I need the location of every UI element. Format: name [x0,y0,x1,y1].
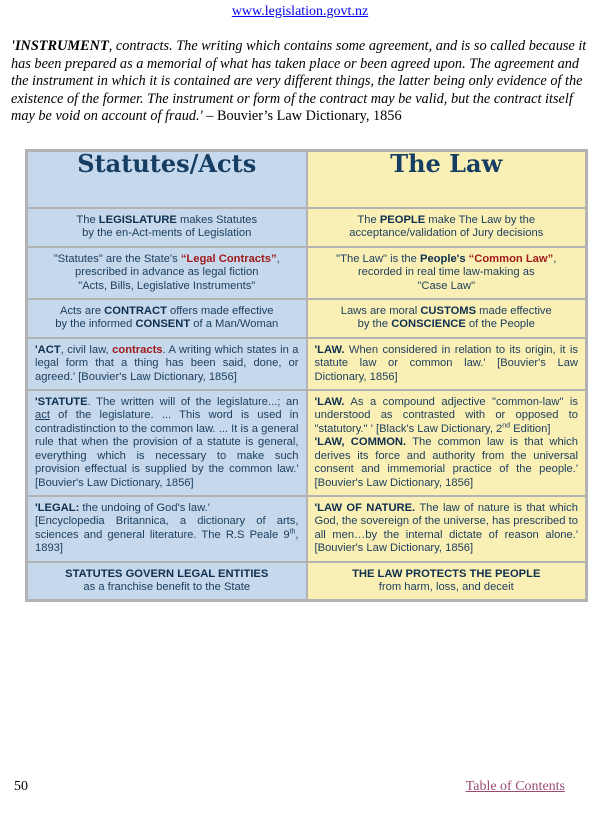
text: , [276,252,280,265]
text: by the [357,318,392,331]
bold-text: 'LAW OF NATURE. [314,501,416,514]
cell-law-protects [307,562,587,601]
quote-source: – Bouvier’s Law Dictionary, 1856 [202,108,402,125]
bold-text: LEGISLATURE [98,214,177,226]
table-row [27,338,587,390]
text: . A writing which states in a legal form that a thing has been said, done, or agreed.' [Bouvier's Law Dictionary, 1856] [35,343,299,383]
cell-law-definition [307,338,587,390]
cell-common-law [307,247,587,299]
text: . The written will of the legislature...; an [87,396,299,409]
bold-text: 'LAW, COMMON. [314,436,407,449]
bold-text: 'LAW. [314,396,345,409]
text: "Acts, Bills, Legislative Instruments" [78,279,256,292]
legislation-link[interactable]: www.legislation.govt.nz [231,4,369,19]
text: acceptance/validation of Jury decisions [349,227,544,240]
text: as a franchise benefit to the State [83,580,251,593]
text: Acts are [60,305,105,318]
text: make The Law by the [425,214,536,226]
page-number: 50 [14,779,28,794]
text: of the People [465,318,535,331]
cell-statute-definition [27,390,307,496]
superscript: th [289,527,296,535]
bold-text: STATUTES GOVERN LEGAL ENTITIES [65,567,269,580]
text: by the en-Act-ments of Legislation [82,227,252,240]
text: The law of nature is that which God, the sovereign of the universe, has prescribed to all men…by the internal dictate of reason alone.' [Bouvier's Law Dictionary, 1856] [314,501,578,555]
bold-text: CONSENT [135,318,191,331]
text: Edition] [510,422,551,435]
text: the undoing of God's law.' [79,501,210,514]
text: from harm, loss, and deceit [378,580,514,593]
text: made effective [476,305,552,318]
bold-text: CONTRACT [104,305,167,318]
superscript: nd [502,422,511,430]
text: , civil law, [60,343,113,356]
bold-text: 'STATUTE [35,396,88,409]
bold-text: 'ACT [35,343,61,356]
cell-statutes-govern [27,562,307,601]
text: offers made effective [166,305,274,318]
bold-text: 'LAW. [314,343,345,356]
text: of a Man/Woman [190,318,279,331]
table-row [27,562,587,601]
table-row [27,247,587,299]
cell-customs-conscience [307,299,587,338]
cell-legal-contracts [27,247,307,299]
bold-text: PEOPLE [379,214,426,226]
header-the-law: The Law [307,151,587,209]
bold-text: People's [419,252,469,265]
table-header-row [27,151,587,209]
table-row [27,299,587,338]
underlined-text: act [35,409,50,422]
cell-legal-definition [27,496,307,562]
bold-text: CONSCIENCE [391,318,466,331]
text: prescribed in advance as legal fiction [75,266,259,279]
text: "Case Law" [417,279,476,292]
table-row [27,496,587,562]
table-row [27,390,587,496]
table-of-contents-link[interactable]: Table of Contents [465,779,565,794]
instrument-quote [11,38,591,126]
text: "The Law" is the [336,252,420,265]
text: When considered in relation to its origin, it is statute law or common law.' [Bouvier's Law Dictionary, 1856] [314,343,578,383]
quote-term: 'INSTRUMENT [11,38,109,54]
text: As a compound adjective "common-law" is understood as contrasted with or opposed to "statutory." ' [Black's Law Dictionary, 2 [314,396,578,435]
bold-text: 'LEGAL: [35,501,80,514]
cell-act-definition [27,338,307,390]
text: Laws are moral [340,305,421,318]
table-row [27,208,587,247]
bold-text: CUSTOMS [420,305,477,318]
text: , [553,252,557,265]
text: The [76,214,99,226]
text: makes Statutes [176,214,258,226]
text: , 1893] [35,528,299,555]
text: by the informed [55,318,136,331]
text: The [357,214,380,226]
text: The common law is that which derives its force and authority from the universal consent and immemorial practice of the people.' [Bouvier's Law Dictionary, 1856] [314,436,578,489]
text: recorded in real time law-making as [357,266,535,279]
red-text: “Legal Contracts” [180,252,277,265]
header-statutes-acts: Statutes/Acts [27,151,307,209]
header-url [0,4,600,20]
text: of the legislature. ... This word is used in contradistinction to the common law. ... It is a general rule that when the provision of a statute is general, everything which is necessary to make such provision effectual is supplied by the common law.' [Bouvier's Law Dictionary, 1856] [35,409,299,489]
cell-contract-consent [27,299,307,338]
bold-text: THE LAW PROTECTS THE PEOPLE [352,567,541,580]
text: [Encyclopedia Britannica, a dictionary of arts, sciences and general literature. The R.S Peale 9 [35,515,299,541]
red-text: contracts [112,343,163,356]
text: "Statutes" are the State's [53,252,181,265]
comparison-table [25,149,588,602]
cell-people [307,208,587,247]
cell-legislature [27,208,307,247]
cell-common-law-definition [307,390,587,496]
quote-body: , contracts. The writing which contains some agreement, and is so called because it has been prepared as a memorial of what has taken place or been agreed upon. The agreement and the instrument in which it is contained are very different things, the latter being only evidence of the existence of the former. The instrument or form of the contract may be valid, but the contract itself may be void on account of fraud.' [11,38,587,125]
cell-law-of-nature [307,496,587,562]
red-text: “Common Law” [468,252,554,265]
